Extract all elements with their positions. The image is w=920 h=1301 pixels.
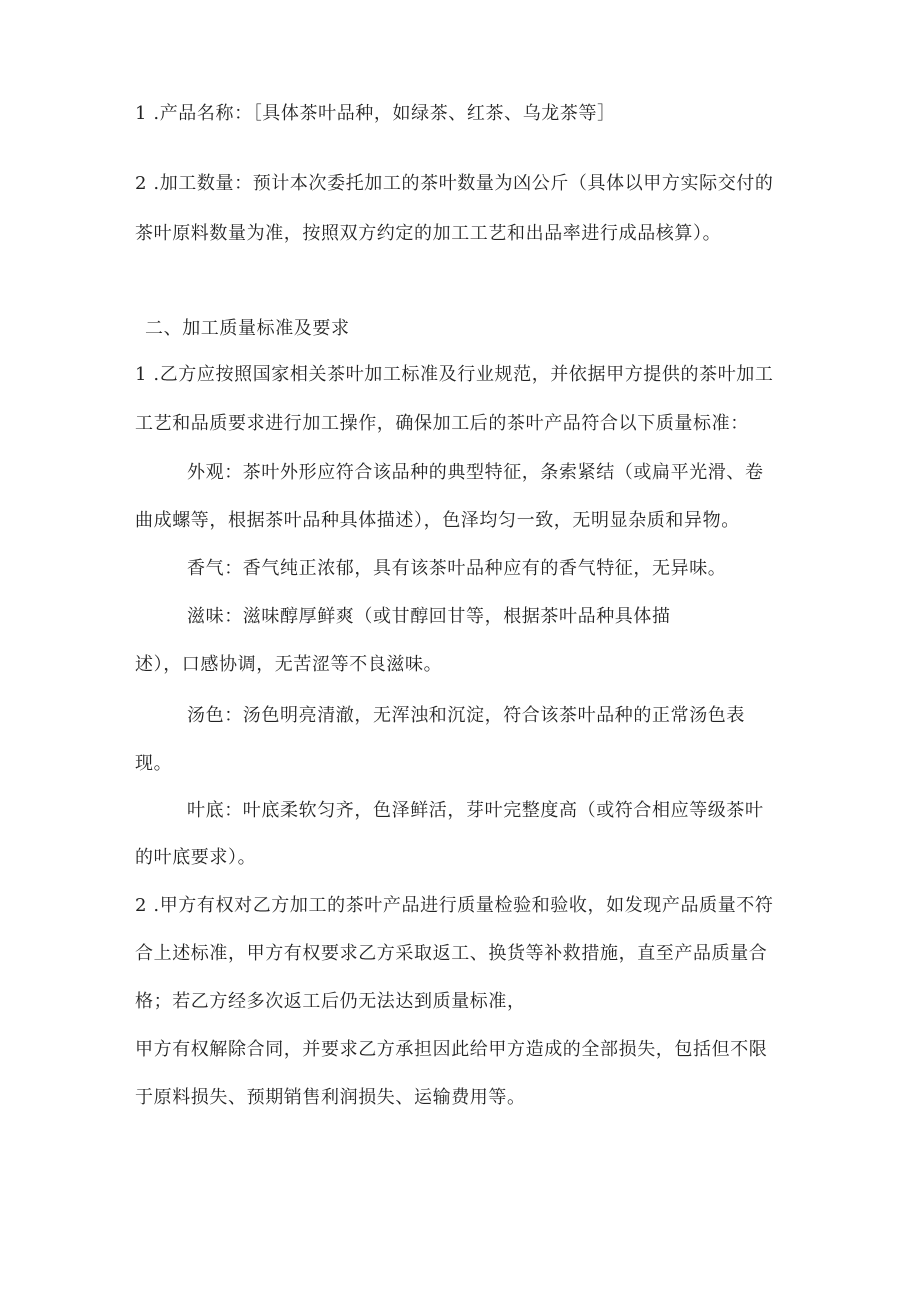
liquor-color-standard-line-1: 汤色：汤色明亮清澈，无浑浊和沉淀，符合该茶叶品种的正常汤色表 [187, 705, 745, 726]
taste-standard-line-2: 述），口感协调，无苦涩等不良滋味。 [135, 654, 443, 675]
quality-item-2-line-4: 甲方有权解除合同，并要求乙方承担因此给甲方造成的全部损失，包括但不限 [135, 1039, 768, 1060]
liquor-color-standard-line-2: 现。 [135, 753, 173, 774]
appearance-standard-line-2: 曲成螺等，根据茶叶品种具体描述），色泽均匀一致，无明显杂质和异物。 [135, 510, 740, 531]
quality-item-2-line-3: 格；若乙方经多次返工后仍无法达到质量标准， [135, 991, 526, 1012]
quantity-item-line-2: 茶叶原料数量为准，按照双方约定的加工工艺和出品率进行成品核算）。 [135, 223, 722, 244]
appearance-standard-line-1: 外观：茶叶外形应符合该品种的典型特征，条索紧结（或扁平光滑、卷 [187, 462, 764, 483]
quality-item-2-line-5: 于原料损失、预期销售利润损失、运输费用等。 [135, 1087, 526, 1108]
quality-item-2-line-1: 2 .甲方有权对乙方加工的茶叶产品进行质量检验和验收，如发现产品质量不符 [135, 895, 774, 916]
product-name-item: 1 .产品名称：［具体茶叶品种，如绿茶、红茶、乌龙茶等］ [135, 103, 616, 124]
quality-item-1-line-2: 工艺和品质要求进行加工操作，确保加工后的茶叶产品符合以下质量标准： [135, 413, 749, 434]
taste-standard-line-1: 滋味：滋味醇厚鲜爽（或甘醇回甘等，根据茶叶品种具体描 [187, 606, 671, 627]
quality-item-1-line-1: 1 .乙方应按照国家相关茶叶加工标准及行业规范，并依据甲方提供的茶叶加工 [135, 364, 774, 385]
quantity-item-line-1: 2 .加工数量：预计本次委托加工的茶叶数量为凶公斤（具体以甲方实际交付的 [135, 173, 774, 194]
infused-leaf-standard-line-2: 的叶底要求）。 [135, 847, 257, 868]
section-heading-quality: 二、加工质量标准及要求 [145, 318, 350, 339]
quality-item-2-line-2: 合上述标准，甲方有权要求乙方采取返工、换货等补救措施，直至产品质量合 [135, 943, 768, 964]
infused-leaf-standard-line-1: 叶底：叶底柔软匀齐，色泽鲜活，芽叶完整度高（或符合相应等级茶叶 [187, 800, 764, 821]
aroma-standard: 香气：香气纯正浓郁，具有该茶叶品种应有的香气特征，无异味。 [187, 558, 727, 579]
